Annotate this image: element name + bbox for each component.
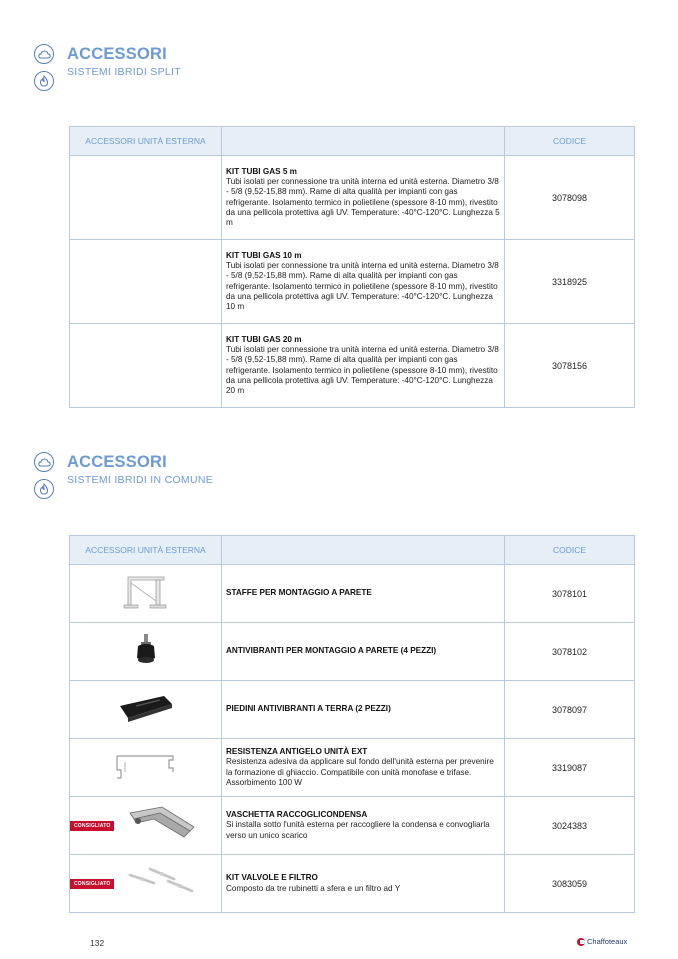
column-header-accessories: ACCESSORI UNITÀ ESTERNA bbox=[70, 536, 222, 565]
product-description-cell bbox=[222, 855, 505, 913]
flame-icon bbox=[34, 479, 54, 499]
table-row bbox=[70, 681, 635, 739]
brand-name: Chaffoteaux bbox=[587, 937, 628, 946]
product-code: 3078101 bbox=[505, 565, 635, 623]
product-description-cell bbox=[222, 681, 505, 739]
product-description-cell bbox=[222, 797, 505, 855]
product-name: KIT VALVOLE E FILTRO bbox=[226, 873, 318, 883]
table-row bbox=[70, 156, 635, 240]
product-image-cell bbox=[70, 797, 222, 855]
recommended-badge: CONSIGLIATO bbox=[70, 821, 114, 831]
valve-kit-image bbox=[124, 861, 198, 901]
product-code: 3024383 bbox=[505, 797, 635, 855]
product-image-cell bbox=[70, 623, 222, 681]
column-header-code: CODICE bbox=[505, 536, 635, 565]
accessories-table-common bbox=[69, 535, 635, 913]
table-row bbox=[70, 739, 635, 797]
table-row bbox=[70, 623, 635, 681]
recommended-badge: CONSIGLIATO bbox=[70, 879, 114, 889]
antifreeze-heater-image bbox=[111, 748, 181, 782]
floor-feet-image bbox=[116, 690, 176, 724]
product-name: RESISTENZA ANTIGELO UNITÀ EXT bbox=[226, 746, 368, 756]
column-header-description bbox=[222, 127, 505, 156]
product-description-cell bbox=[222, 156, 505, 240]
brand-mark-icon bbox=[577, 938, 585, 946]
product-image-cell bbox=[70, 739, 222, 797]
product-description: Si installa sotto l'unità esterna per raccogliere la condensa e convogliarla verso un unico scarico bbox=[226, 820, 490, 840]
product-image-cell bbox=[70, 565, 222, 623]
product-name: ANTIVIBRANTI PER MONTAGGIO A PARETE (4 PEZZI) bbox=[226, 646, 437, 656]
product-image-cell bbox=[70, 681, 222, 739]
section-title: ACCESSORI bbox=[67, 45, 167, 63]
table-row bbox=[70, 240, 635, 324]
rubber-damper-image bbox=[131, 632, 161, 666]
section-header-common bbox=[34, 452, 434, 502]
product-description: Resistenza adesiva da applicare sul fondo dell'unità esterna per prevenire la formazione di ghiaccio. Compatibile con unità monofase e trifase. Assorbimento 100 W bbox=[226, 757, 494, 787]
product-description-cell bbox=[222, 623, 505, 681]
product-name: VASCHETTA RACCOGLICONDENSA bbox=[226, 810, 368, 820]
product-code: 3078156 bbox=[505, 324, 635, 408]
table-header-row bbox=[70, 127, 635, 156]
product-description: Tubi isolati per connessione tra unità interna ed unità esterna. Diametro 3/8 - 5/8 (9,52-15,88 mm). Rame di alta qualità per impianti con gas refrigerante. Isolamento termico in polietilene (spessore 8-10 mm), rivestito da una pellicola protettiva agli UV. Temperature: -40°C-120°C. Lunghezza 20 m bbox=[226, 344, 499, 396]
table-row bbox=[70, 855, 635, 913]
column-header-description bbox=[222, 536, 505, 565]
column-header-code: CODICE bbox=[505, 127, 635, 156]
flame-icon bbox=[34, 71, 54, 91]
section-header-split bbox=[34, 44, 434, 94]
product-description-cell bbox=[222, 240, 505, 324]
cloud-icon bbox=[34, 44, 54, 64]
product-name: STAFFE PER MONTAGGIO A PARETE bbox=[226, 588, 372, 598]
table-row bbox=[70, 565, 635, 623]
product-image-cell bbox=[70, 240, 222, 324]
product-code: 3083059 bbox=[505, 855, 635, 913]
product-code: 3078102 bbox=[505, 623, 635, 681]
product-name: KIT TUBI GAS 10 m bbox=[226, 250, 302, 260]
table-row bbox=[70, 324, 635, 408]
section-subtitle: SISTEMI IBRIDI SPLIT bbox=[67, 66, 181, 78]
page-number: 132 bbox=[90, 938, 105, 948]
product-image-cell bbox=[70, 324, 222, 408]
product-name: KIT TUBI GAS 5 m bbox=[226, 166, 297, 176]
product-description-cell bbox=[222, 324, 505, 408]
product-image-cell bbox=[70, 156, 222, 240]
product-image-cell bbox=[70, 855, 222, 913]
brand-logo bbox=[577, 937, 627, 946]
table-row bbox=[70, 797, 635, 855]
product-name: PIEDINI ANTIVIBRANTI A TERRA (2 PEZZI) bbox=[226, 704, 391, 714]
accessories-table-split bbox=[69, 126, 635, 408]
product-description-cell bbox=[222, 565, 505, 623]
product-description: Tubi isolati per connessione tra unità interna ed unità esterna. Diametro 3/8 - 5/8 (9,52-15,88 mm). Rame di alta qualità per impianti con gas refrigerante. Isolamento termico in polietilene (spessore 8-10 mm), rivestito da una pellicola protettiva agli UV. Temperature: -40°C-120°C. Lunghezza 10 m bbox=[226, 260, 499, 312]
product-code: 3319087 bbox=[505, 739, 635, 797]
column-header-accessories: ACCESSORI UNITÀ ESTERNA bbox=[70, 127, 222, 156]
product-code: 3078098 bbox=[505, 156, 635, 240]
product-name: KIT TUBI GAS 20 m bbox=[226, 334, 302, 344]
product-description: Composto da tre rubinetti a sfera e un filtro ad Y bbox=[226, 883, 401, 893]
product-description: Tubi isolati per connessione tra unità interna ed unità esterna. Diametro 3/8 - 5/8 (9,52-15,88 mm). Rame di alta qualità per impianti con gas refrigerante. Isolamento termico in polietilene (spessore 8-10 mm), rivestito da una pellicola protettiva agli UV. Temperature: -40°C-120°C. Lunghezza 5 m bbox=[226, 176, 500, 228]
cloud-icon bbox=[34, 452, 54, 472]
condensate-tray-image bbox=[124, 803, 198, 843]
table-header-row bbox=[70, 536, 635, 565]
wall-bracket-image bbox=[116, 571, 176, 611]
product-code: 3318925 bbox=[505, 240, 635, 324]
section-title: ACCESSORI bbox=[67, 453, 167, 471]
product-code: 3078097 bbox=[505, 681, 635, 739]
section-subtitle: SISTEMI IBRIDI IN COMUNE bbox=[67, 474, 214, 486]
product-description-cell bbox=[222, 739, 505, 797]
